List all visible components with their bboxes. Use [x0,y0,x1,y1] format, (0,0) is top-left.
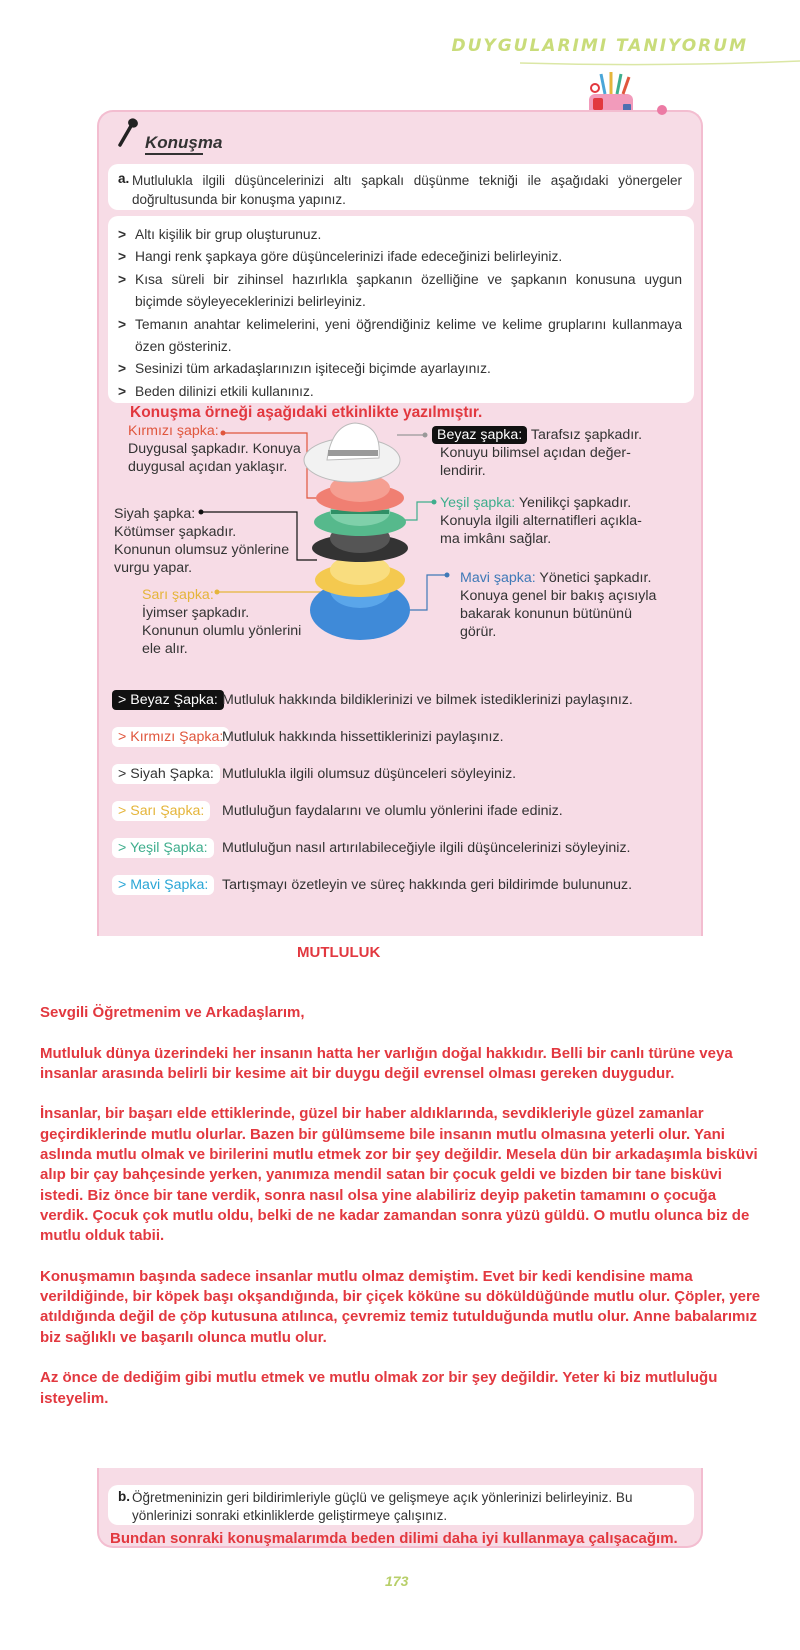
instruction-item [118,358,682,380]
chevron-right-icon: > [118,249,127,265]
section-title-underline [145,153,203,155]
task-b-tag: b. [118,1489,130,1504]
white-hat-name: Beyaz şapka: [432,426,527,444]
instruction-text: Altı kişilik bir grup oluşturunuz. [135,227,322,242]
yellow-hat-desc: ele alır. [142,641,188,657]
chevron-right-icon: > [118,877,131,893]
header-underline [520,60,800,66]
hat-task-label: > Mavi Şapka: [112,875,214,895]
red-hat-name: Kırmızı şapka: [128,423,219,439]
hat-task-row [112,875,633,895]
task-b-answer: Bundan sonraki konuşmalarımda beden dilimi daha iyi kullanmaya çalışacağım. [110,1530,678,1547]
yellow-hat-desc: İyimser şapkadır. [142,605,250,621]
hat-task-desc: Mutluluk hakkında hissettiklerinizi paylaşınız. [222,729,504,745]
instruction-item [118,381,682,403]
chevron-right-icon: > [118,692,131,708]
black-hat-name: Siyah şapka: [114,506,196,522]
essay-paragraph: Konuşmamın başında sadece insanlar mutlu olmaz demiştim. Evet bir kedi kendisine mama verildiğinde, bir köpek başı okşandığında, bir çiçek köküne su döküldüğünde mutlu olur. Çöpler, yere atıldığında değil de çöp kutusuna atılınca, çevremiz temiz tutulduğunda mutlu olur. Anne babalarımız biz sağlıklı ve başarılı olunca mutlu olur. [40,1267,761,1346]
black-hat-desc: Kötümser şapkadır. [114,524,237,540]
instruction-item [118,224,682,246]
microphone-icon [117,117,141,147]
instruction-text: Kısa süreli bir zihinsel hazırlıkla şapkanın özelliğine ve şapkanın konusuna uygun biçimde söyleyeceklerinizi belirleyiniz. [135,271,682,310]
white-hat-desc: lendirir. [440,463,486,479]
green-hat-name: Yeşil şapka: [440,495,516,511]
task-a-tag: a. [118,171,130,186]
yellow-hat-label [142,586,301,658]
hat-task-desc: Mutluluğun faydalarını ve olumlu yönlerini ifade ediniz. [222,803,563,819]
essay-paragraph: İnsanlar, bir başarı elde ettiklerinde, güzel bir haber aldıklarında, sevdikleriyle güzel zamanlar geçirdiklerinde mutlu olurlar. Bazen bir gülümseme bile insanın mutlu olmasına yeterli olur. Yani aslında mutlu olmak ve birilerini mutlu etmek zor bir şey değildir. Mesela dün bir arkadaşımla bisküvi alıp bir çay bahçesinde yerken, yanımıza mendil satan bir çocuk geldi ve bizden bir tane bisküvi istedi. Biz önce bir tane verdik, sonra nasıl olsa yine alabiliriz deyip paketin tamamını o çocuğa verdik. Çocuk çok mutlu oldu, belki de ne kadar zamandan sonra yüzü güldü. O mutlu olunca biz de mutlu olduk tabii. [40,1105,758,1245]
chevron-right-icon: > [118,729,131,745]
essay-paragraph: Mutluluk dünya üzerindeki her insanın hatta her varlığın doğal hakkıdır. Belli bir canlı türüne veya insanlar arasında belirli bir kesime ait bir duygu değil evrensel olması gereken duygudur. [40,1044,733,1082]
essay-body [40,1003,762,1429]
hat-task-desc: Mutluluk hakkında bildiklerinizi ve bilmek istediklerinizi paylaşınız. [222,692,633,708]
hat-task-row [112,764,517,784]
instruction-item [118,246,682,268]
white-hat-label [432,426,642,480]
black-hat-desc: Konunun olumsuz yönlerine [114,542,290,558]
yellow-hat-desc: Konunun olumlu yönlerini [142,623,302,639]
hat-task-desc: Mutlulukla ilgili olumsuz düşünceleri söyleyiniz. [222,766,517,782]
hat-task-label: > Kırmızı Şapka: [112,727,229,747]
blue-hat-label [460,569,656,641]
instruction-text: Temanın anahtar kelimelerini, yeni öğrendiğiniz kelime ve kelime gruplarını kullanmaya özen gösteriniz. [135,316,682,355]
hat-task-desc: Tartışmayı özetleyin ve süreç hakkında geri bildirimde bulununuz. [222,877,633,893]
page-number: 173 [385,1573,409,1589]
panel-decor-dot [657,105,667,115]
section-title: Konuşma [145,133,223,152]
black-hat-label [114,505,289,577]
instruction-item [118,269,682,314]
hat-task-row [112,690,633,710]
blue-hat-desc: görür. [460,624,497,640]
blue-hat-name: Mavi şapka: [460,570,536,586]
hat-task-label: > Sarı Şapka: [112,801,210,821]
blue-hat-desc: Konuya genel bir bakış açısıyla [460,588,657,604]
blue-hat-desc: Yönetici şapkadır. [539,570,652,586]
hat-task-label: > Beyaz Şapka: [112,690,224,710]
task-a-text: Mutlulukla ilgili düşüncelerinizi altı şapkalı düşünme tekniği ile aşağıdaki yönergeler doğrultusunda bir konuşma yapınız. [132,173,682,207]
essay-paragraph: Sevgili Öğretmenim ve Arkadaşlarım, [40,1004,305,1021]
instructions-box [108,216,694,403]
hat-task-label: > Siyah Şapka: [112,764,220,784]
blue-hat-desc: bakarak konunun bütününü [460,606,632,622]
white-hat-desc: Tarafsız şapkadır. [530,427,643,443]
hat-task-label: > Yeşil Şapka: [112,838,214,858]
chevron-right-icon: > [118,361,127,377]
black-hat-desc: vurgu yapar. [114,560,193,576]
task-b-box [108,1485,694,1525]
green-hat-desc: ma imkânı sağlar. [440,531,552,547]
red-hat-label [128,422,301,476]
instruction-text: Beden dilinizi etkili kullanınız. [135,383,314,399]
green-hat-label [440,494,642,548]
red-hat-desc: Duygusal şapkadır. Konuya [128,441,301,457]
chevron-right-icon: > [118,840,130,856]
chevron-right-icon: > [118,383,127,399]
hat-task-row [112,727,504,747]
chevron-right-icon: > [118,803,131,819]
instructions-list [108,216,694,403]
hat-task-row [112,801,563,821]
instruction-item [118,314,682,359]
essay-paragraph: Az önce de dediğim gibi mutlu etmek ve mutlu olmak zor bir şey değildir. Yeter ki biz mutluluğu isteyelim. [40,1369,718,1407]
yellow-hat-name: Sarı şapka: [142,587,214,603]
example-note: Konuşma örneği aşağıdaki etkinlikte yazılmıştır. [130,404,483,421]
chapter-header-title: DUYGULARIMI TANIYORUM [451,36,748,56]
white-hat-desc: Konuyu bilimsel açıdan değer- [440,445,631,461]
chevron-right-icon: > [118,271,127,287]
instruction-text: Sesinizi tüm arkadaşlarınızın işiteceği biçimde ayarlayınız. [135,361,491,377]
task-b-text: Öğretmeninizin geri bildirimleriyle güçlü ve gelişmeye açık yönlerinizi belirleyiniz. Bu yönlerinizi sonraki etkinliklerde geliştirmeye çalışınız. [132,1490,633,1523]
hat-task-desc: Mutluluğun nasıl artırılabileceğiyle ilgili düşüncelerinizi söyleyiniz. [222,840,631,856]
chevron-right-icon: > [118,316,127,332]
instruction-text: Hangi renk şapkaya göre düşüncelerinizi ifade edeceğinizi belirleyiniz. [135,249,563,265]
hat-task-row [112,838,631,858]
green-hat-desc: Yenilikçi şapkadır. [518,495,632,511]
essay-title: MUTLULUK [297,944,381,961]
chevron-right-icon: > [118,227,127,242]
chevron-right-icon: > [118,766,131,782]
red-hat-desc: duygusal açıdan yaklaşır. [128,459,288,475]
task-a-box [108,164,694,210]
green-hat-desc: Konuyla ilgili alternatifleri açıkla- [440,513,642,529]
